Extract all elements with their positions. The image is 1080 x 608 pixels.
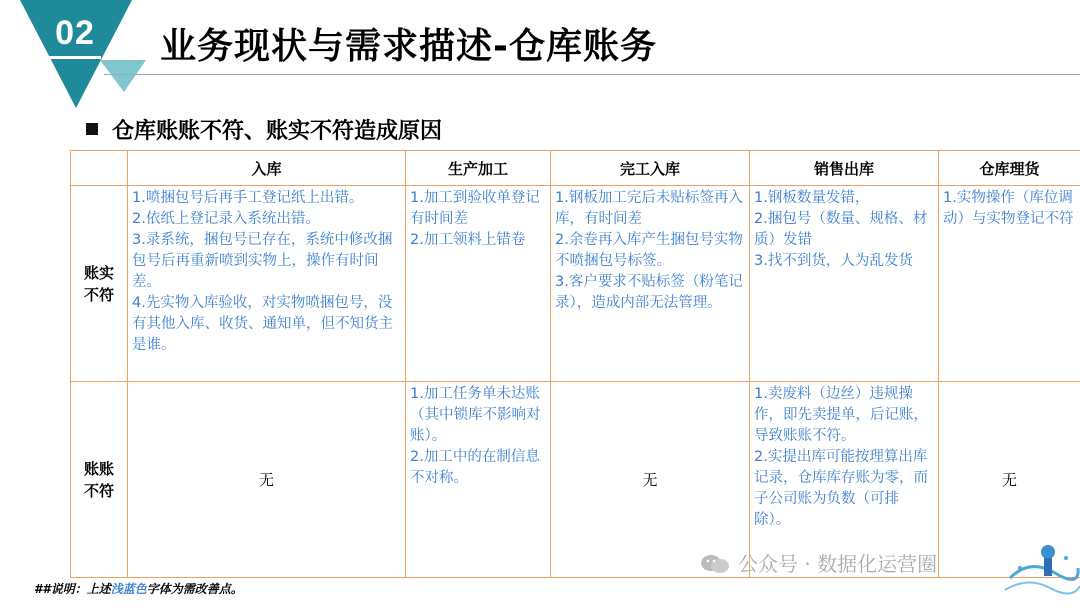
subtitle-text: 仓库账账不符、账实不符造成原因 xyxy=(112,119,443,144)
table-cell xyxy=(406,382,551,578)
bullet-square-icon xyxy=(86,123,98,135)
footnote-highlight: 浅蓝色 xyxy=(110,582,147,596)
column-header: 仓库理货 xyxy=(939,151,1080,186)
page-title: 业务现状与需求描述-仓库账务 xyxy=(160,26,657,67)
row-header-line: 不符 xyxy=(83,481,114,500)
cause-item: 2.捆包号（数量、规格、材质）发错 xyxy=(754,211,928,248)
cause-item: 1.喷捆包号后再手工登记纸上出错。 xyxy=(132,190,364,206)
table-cell xyxy=(551,186,750,382)
section-subtitle xyxy=(86,114,442,145)
table-header-row xyxy=(71,151,1080,186)
cause-item: 1.加工任务单未达账（其中锁库不影响对账）。 xyxy=(410,386,541,444)
section-number-underline xyxy=(49,56,101,59)
title-divider xyxy=(104,74,1080,75)
cause-table xyxy=(70,150,1080,578)
cause-item: 3.找不到货，人为乱发货 xyxy=(754,253,913,269)
table-row xyxy=(71,186,1080,382)
corner-cell xyxy=(71,151,128,186)
cause-item: 1.实物操作（库位调动）与实物登记不符 xyxy=(943,190,1074,227)
cause-item: 3.客户要求不贴标签（粉笔记录），造成内部无法管理。 xyxy=(555,274,743,311)
table-cell: 无 xyxy=(551,382,750,578)
row-header xyxy=(71,382,128,578)
table-cell xyxy=(939,186,1080,382)
watermark-text: 公众号 · 数据化运营圈 xyxy=(738,552,938,576)
column-header: 完工入库 xyxy=(551,151,750,186)
footnote xyxy=(34,580,243,597)
watermark xyxy=(700,548,937,577)
cause-item: 2.加工领料上错卷 xyxy=(410,232,526,248)
cause-item: 1.钢板加工完后未贴标签再入库，有时间差 xyxy=(555,190,743,227)
footnote-prefix: ##说明：上述 xyxy=(34,582,111,596)
column-header: 销售出库 xyxy=(750,151,939,186)
cause-item: 1.卖废料（边丝）违规操作，即先卖提单，后记账，导致账账不符。 xyxy=(754,386,928,444)
cause-item: 2.加工中的在制信息不对称。 xyxy=(410,449,540,486)
table-cell xyxy=(128,186,406,382)
row-header-line: 不符 xyxy=(83,285,114,304)
section-number: 02 xyxy=(55,14,95,52)
cause-item: 2.实提出库可能按理算出库记录，仓库库存账为零，而子公司账为负数（可排除）。 xyxy=(754,449,928,528)
wechat-icon xyxy=(700,553,730,575)
table-cell xyxy=(406,186,551,382)
table-cell: 无 xyxy=(939,382,1080,578)
row-header-line: 账实 xyxy=(83,263,114,282)
row-header xyxy=(71,186,128,382)
column-header: 入库 xyxy=(128,151,406,186)
cause-item: 1.钢板数量发错， xyxy=(754,190,870,206)
cause-item: 4.先实物入库验收，对实物喷捆包号，没有其他入库、收货、通知单，但不知货主是谁。 xyxy=(132,295,393,353)
decorative-figure-icon xyxy=(1000,518,1080,608)
row-header-line: 账账 xyxy=(83,459,114,478)
cause-item: 2.余卷再入库产生捆包号实物不喷捆包号标签。 xyxy=(555,232,743,269)
column-header: 生产加工 xyxy=(406,151,551,186)
footnote-suffix: 字体为需改善点。 xyxy=(146,582,243,596)
table-cell xyxy=(750,186,939,382)
table-cell: 无 xyxy=(128,382,406,578)
cause-item: 1.加工到验收单登记有时间差 xyxy=(410,190,540,227)
cause-item: 2.依纸上登记录入系统出错。 xyxy=(132,211,320,227)
cause-item: 3.录系统，捆包号已存在，系统中修改捆包号后再重新喷到实物上，操作有时间差。 xyxy=(132,232,393,290)
